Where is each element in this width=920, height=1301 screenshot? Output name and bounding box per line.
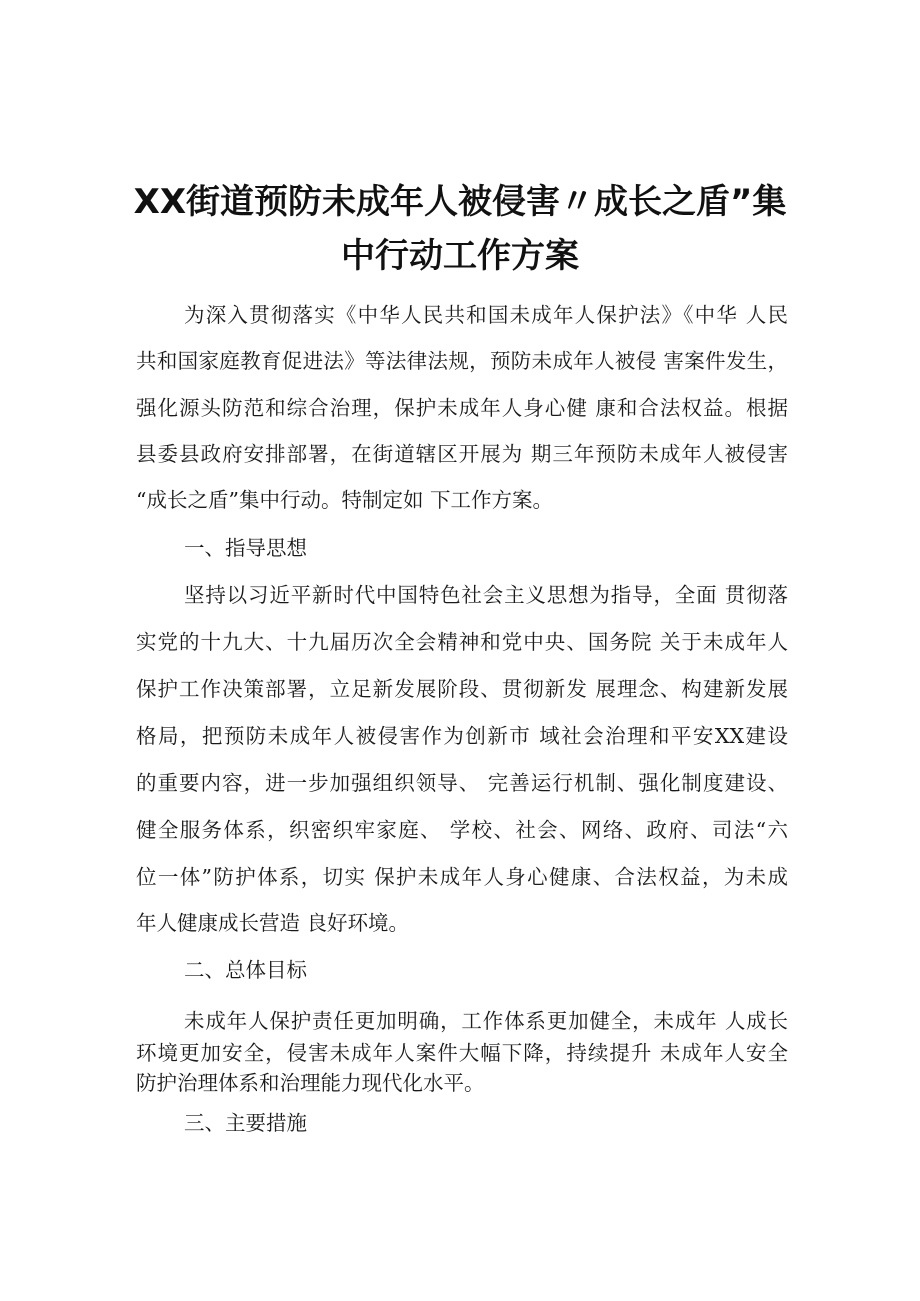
section1-line: 年人健康成长营造 良好环境。 [136, 911, 410, 935]
section2-line: 未成年人保护责任更加明确，工作体系更加健全，未成年 人成长 [184, 1009, 788, 1033]
intro-line: “成长之盾”集中行动。特制定如 下工作方案。 [136, 488, 553, 512]
section1-line: 保护工作决策部署，立足新发展阶段、贯彻新发 展理念、构建新发展 [136, 677, 788, 701]
section1-line: 位一体”防护体系，切实 保护未成年人身心健康、合法权益，为未成 [136, 865, 788, 889]
section2-line: 环境更加安全，侵害未成年人案件大幅下降，持续提升 未成年人安全 [136, 1041, 788, 1065]
intro-line: 为深入贯彻落实《中华人民共和国未成年人保护法》《中华 人民 [184, 303, 788, 327]
section1-line: 实党的十九大、十九届历次全会精神和党中央、国务院 关于未成年人 [136, 630, 788, 654]
section-heading-guiding-ideology: 一、指导思想 [184, 536, 307, 560]
document-title-line-1: XX街道预防未成年人被侵害〃成长之盾”集 [133, 182, 787, 222]
intro-line: 强化源头防范和综合治理，保护未成年人身心健 康和合法权益。根据 [136, 396, 788, 420]
section2-line: 防护治理体系和治理能力现代化水平。 [136, 1071, 485, 1095]
section-heading-main-measures: 三、主要措施 [184, 1111, 307, 1135]
intro-line: 共和国家庭教育促进法》等法律法规，预防未成年人被侵 害案件发生， [136, 349, 788, 373]
document-title-line-2: 中行动工作方案 [341, 236, 579, 276]
section1-line: 坚持以习近平新时代中国特色社会主义思想为指导，全面 贯彻落 [184, 583, 788, 607]
section1-line: 的重要内容，进一步加强组织领导、 完善运行机制、强化制度建设、 [136, 771, 788, 795]
section1-line: 格局，把预防未成年人被侵害作为创新市 域社会治理和平安XX建设 [136, 724, 788, 748]
section1-line: 健全服务体系，织密织牢家庭、 学校、社会、网络、政府、司法“六 [136, 818, 788, 842]
intro-line: 县委县政府安排部署，在街道辖区开展为 期三年预防未成年人被侵害 [136, 442, 788, 466]
section-heading-overall-goal: 二、总体目标 [184, 958, 307, 982]
